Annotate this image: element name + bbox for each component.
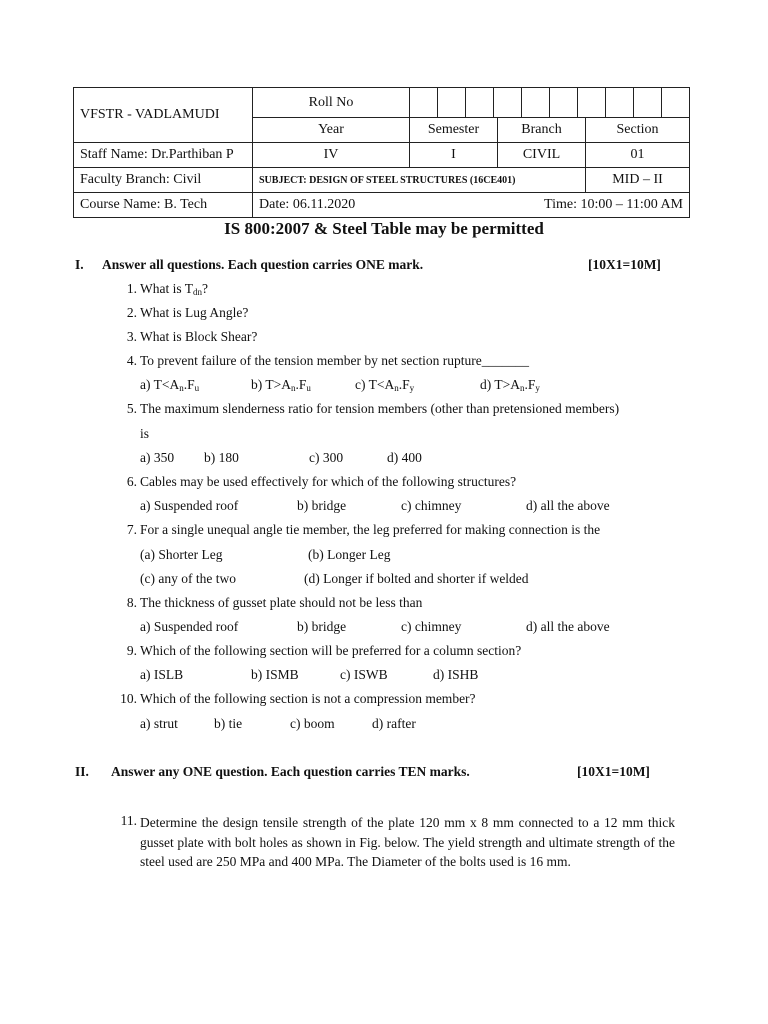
option-9b: b) ISMB: [251, 667, 299, 682]
question-10: 10. Which of the following section is not a compression member?: [120, 691, 476, 706]
option-9d: d) ISHB: [433, 667, 479, 682]
section-1-marks: [10X1=10M]: [588, 257, 661, 272]
section-1-number: I.: [75, 257, 84, 272]
question-7: 7. For a single unequal angle tie member, the leg preferred for making connection is the: [126, 522, 601, 537]
section-1-heading: Answer all questions. Each question carries ONE mark.: [102, 257, 424, 272]
option-4c: c) $T<A_n.F_y$: [355, 377, 415, 393]
option-5d: d) 400: [387, 450, 422, 465]
year-value: IV: [253, 143, 410, 168]
exam-name: MID – II: [586, 168, 690, 193]
option-5b: b) 180: [204, 450, 239, 465]
option-7c: (c) any of the two: [140, 571, 236, 586]
option-9c: c) ISWB: [340, 667, 388, 682]
course-name: Course Name: B. Tech: [74, 193, 253, 218]
permission-note: IS 800:2007 & Steel Table may be permitted: [224, 219, 544, 238]
question-1: 1. What is $T_{dn}$?: [126, 281, 208, 297]
option-7a: (a) Shorter Leg: [140, 547, 223, 562]
option-4b: b) $T>A_n.F_u$: [251, 377, 311, 393]
branch-label: Branch: [498, 118, 586, 143]
question-5: 5. The maximum slenderness ratio for tension members (other than pretensioned members): [126, 401, 620, 416]
section-2-number: II.: [75, 764, 89, 779]
option-5a: a) 350: [140, 450, 175, 465]
semester-label: Semester: [410, 118, 498, 143]
option-5c: c) 300: [309, 450, 344, 465]
option-6d: d) all the above: [526, 498, 610, 513]
option-10a: a) strut: [140, 716, 178, 731]
question-6: 6. Cables may be used effectively for which of the following structures?: [126, 474, 517, 489]
faculty-branch: Faculty Branch: Civil: [74, 168, 253, 193]
option-8b: b) bridge: [297, 619, 347, 634]
option-7d: (d) Longer if bolted and shorter if welded: [304, 571, 529, 586]
option-8a: a) Suspended roof: [140, 619, 239, 634]
option-10d: d) rafter: [372, 716, 416, 731]
institution-name: VFSTR - VADLAMUDI: [74, 88, 253, 143]
exam-date: Date: 06.11.2020: [259, 197, 356, 213]
option-6b: b) bridge: [297, 498, 347, 513]
roll-no-boxes: [410, 88, 690, 118]
question-9: 9. Which of the following section will be preferred for a column section?: [126, 643, 522, 658]
roll-no-label: Roll No: [253, 88, 410, 118]
section-2-heading: Answer any ONE question. Each question carries TEN marks.: [111, 764, 470, 779]
option-6c: c) chimney: [401, 498, 462, 513]
question-2: 2. What is Lug Angle?: [126, 305, 249, 320]
question-11-text: Determine the design tensile strength of the plate 120 mm x 8 mm connected to a 12 mm thick gusset plate with bolt holes as shown in Fig. below. The yield strength and ultimate strength of the steel used are 250 MPa and 400 MPa. The Diameter of the bolts used is 16 mm.: [140, 815, 675, 869]
option-8c: c) chimney: [401, 619, 462, 634]
option-10b: b) tie: [214, 716, 243, 731]
section-value: 01: [586, 143, 690, 168]
option-9a: a) ISLB: [140, 667, 184, 682]
exam-header-table: [73, 87, 690, 218]
year-label: Year: [253, 118, 410, 143]
question-4: 4. To prevent failure of the tension member by net section rupture_______: [126, 353, 529, 368]
question-5-continued: is: [140, 426, 150, 441]
option-7b: (b) Longer Leg: [308, 547, 391, 562]
option-4a: a) $T<A_n.F_u$: [140, 377, 200, 393]
question-8: 8. The thickness of gusset plate should not be less than: [126, 595, 423, 610]
exam-paper-page: VFSTR - VADLAMUDI Roll No Year Semester Branch Section Staff Name: Dr.Parthiban P IV I CIVIL 01 Faculty Branch: Civil SUBJECT: DESIGN OF STEEL STRUCTURES (16CE401) MID – II Course Name: B. Tech Date: 06.11.2020 Time: 10:00 – 11:00 AM IS 800:2007 & Steel Table may be permitted I. Answer all questions. Each question carries ONE mark. [10X1=10M] 1. What is $T_{dn}$? 2. What is Lug Angle? 3. What is Block Shear? 4. To prevent failure of the tension member by net section rupture_______ a) $T<A_n.F_u$ b) $T>A_n.F_u$ c) $T<A_n.F_y$ d) $T>A_n.F_y$ 5. The maximum slenderness ratio for tension members (other than pretensioned members) is a) 350 b) 180 c) 300 d) 400 6. Cables may be used effectively for which of the following structures? a) Suspended roof b) bridge c) chimney d) all the above 7. For a single unequal angle tie member, the leg preferred for making connection is the (a) Shorter Leg (b) Longer Leg (c) any of the two (d) Longer if bolted and shorter if welded 8. The thickness of gusset plate should not be less than a) Suspended roof b) bridge c) chimney d) all the above 9. Which of the following section will be preferred for a column section? a) ISLB b) ISMB c) ISWB d) ISHB 10. Which of the following section is not a compression member? a) strut b) tie c) boom d) rafter II. Answer any ONE question. Each question carries TEN marks. [10X1=10M] 11. Determine the design tensile strength of the plate 120 mm x 8 mm connected to a 12 mm thick gusset plate with bolt holes as shown in Fig. below. The yield strength and ultimate strength of the steel used are 250 MPa and 400 MPa. The Diameter of the bolts used is 16 mm.: [0, 0, 768, 1024]
option-6a: a) Suspended roof: [140, 498, 239, 513]
option-10c: c) boom: [290, 716, 335, 731]
section-2-marks: [10X1=10M]: [577, 764, 650, 779]
staff-name: Staff Name: Dr.Parthiban P: [74, 143, 253, 168]
subject: SUBJECT: DESIGN OF STEEL STRUCTURES (16CE401): [253, 168, 586, 193]
question-3: 3. What is Block Shear?: [126, 329, 258, 344]
date-time-cell: [253, 193, 690, 218]
section-label: Section: [586, 118, 690, 143]
option-4d: d) $T>A_n.F_y$: [480, 377, 540, 393]
branch-value: CIVIL: [498, 143, 586, 168]
semester-value: I: [410, 143, 498, 168]
option-8d: d) all the above: [526, 619, 610, 634]
exam-time: Time: 10:00 – 11:00 AM: [544, 197, 684, 213]
